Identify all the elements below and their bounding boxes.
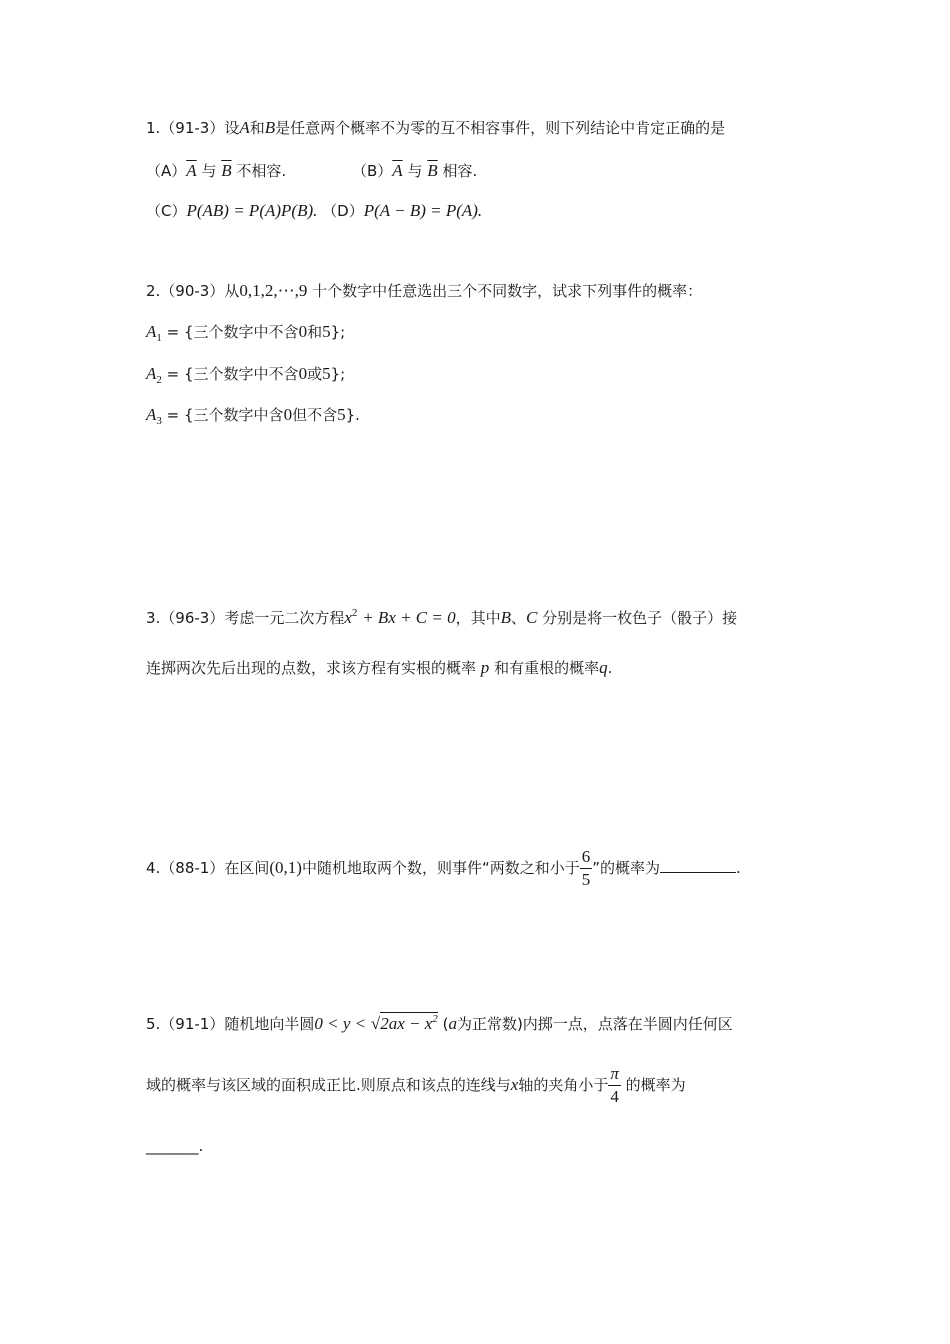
q1-stem: 1.（91-3）设A和B是任意两个概率不为零的互不相容事件，则下列结论中肯定正确的是 <box>146 118 726 137</box>
q3-stem: 3.（96-3）考虑一元二次方程$x^2 + Bx + C = 0$，其中B、C 分别是将一枚色子（骰子）接 <box>146 607 738 627</box>
fraction-pi-over-four: $\frac{\pi}{4}$ <box>610 1064 619 1106</box>
q2-event-a3: $A_3$ = {三个数字中含0但不含5}. <box>146 405 360 427</box>
var-a: A <box>239 118 250 137</box>
option-a: $(A)\overline{A}$ 与 $\overline{B}$ 不相容. <box>146 161 287 180</box>
q3-line2: 连掷两次先后出现的点数，求该方程有实根的概率 p 和有重根的概率q. <box>146 658 613 677</box>
interval: (0,1) <box>269 858 302 877</box>
option-c: （C）P(AB) = P(A)P(B). <box>146 201 318 220</box>
q5-stem: 5.（91-1）随机地向半圆$0 < y < √2ax - x^2$ (a为正常数)内掷一点，点落在半圆内任何区 <box>146 1013 733 1033</box>
var-b: B <box>264 118 276 137</box>
sqrt-sign: √ <box>370 1014 381 1033</box>
sqrt-radicand: $2ax - x^2$ <box>380 1013 438 1033</box>
digit-range: 0,1,2,⋯,9 <box>239 281 308 300</box>
q1-options-cd <box>146 201 482 221</box>
fraction-six-fifths: $\frac{6}{5}$ <box>581 847 591 889</box>
q5-answer-blank[interactable]: _______. <box>146 1137 204 1155</box>
q1-options-ab <box>146 161 478 181</box>
q2-event-a2: $A_2$ = {三个数字中不含0或5}; <box>146 364 346 386</box>
q4-stem: 4.（88-1）在区间(0,1)中随机地取两个数，则事件“两数之和小于 $\frac{6}{5}$ ”的概率为 . <box>146 847 741 889</box>
q2-stem: 2.（90-3）从0,1,2,⋯,9 十个数字中任意选出三个不同数字，试求下列事件的概率： <box>146 281 703 300</box>
q2-event-a1: $A_1$ = {三个数字中不含0和5}; <box>146 322 346 344</box>
option-b: $(B)\overline{A}$ 与 $\overline{B}$ 相容. <box>352 161 478 180</box>
answer-blank[interactable] <box>660 858 736 873</box>
option-d: （D）P(A − B) = P(A). <box>322 201 483 220</box>
q5-line2: 域的概率与该区域的面积成正比.则原点和该点的连线与x轴的夹角小于 $\frac{\pi}{4}$ 的概率为 <box>146 1064 686 1106</box>
